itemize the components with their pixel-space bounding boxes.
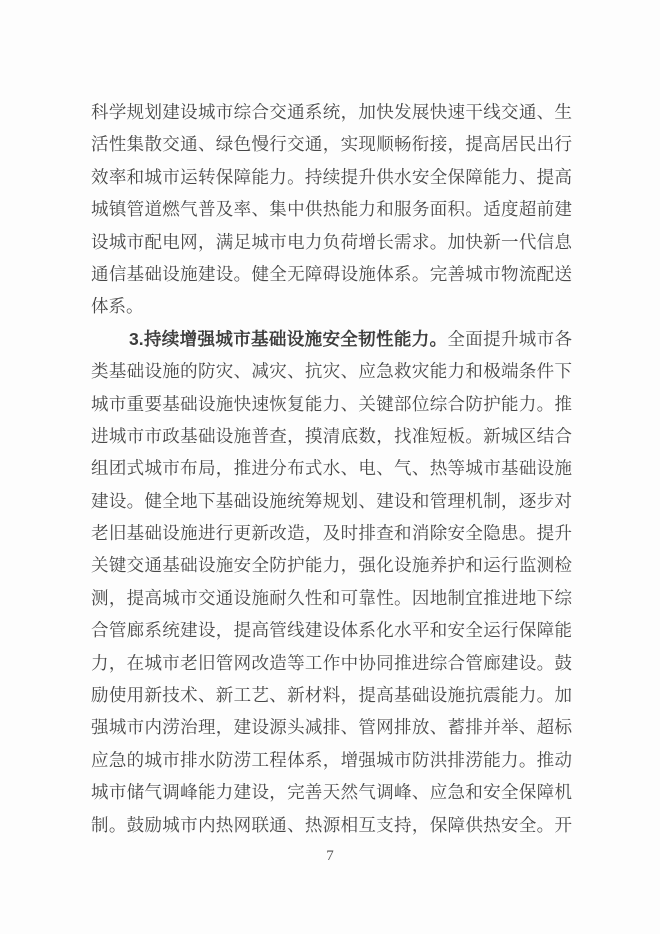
page-number: 7 <box>326 848 334 864</box>
text-line: 应急的城市排水防涝工程体系，增强城市防洪排涝能力。推动 <box>91 749 572 770</box>
text-line: 建设。健全地下基础设施统筹规划、建设和管理机制，逐步对 <box>91 490 572 511</box>
text-line: 组团式城市布局，推进分布式水、电、气、热等城市基础设施 <box>91 458 572 479</box>
text-line: 老旧基础设施进行更新改造，及时排查和消除安全隐患。提升 <box>91 523 572 544</box>
text-line: 合管廊系统建设，提高管线建设体系化水平和安全运行保障能 <box>91 620 572 641</box>
text-line: 类基础设施的防灾、减灾、抗灾、应急救灾能力和极端条件下 <box>91 361 572 382</box>
text-line: 城市储气调峰能力建设，完善天然气调峰、应急和安全保障机 <box>91 782 572 803</box>
paragraph-3-heading-rest: 全面提升城市各 <box>447 328 573 349</box>
text-line: 关键交通基础设施安全防护能力，强化设施养护和运行监测检 <box>91 555 572 576</box>
text-line: 体系。 <box>91 296 144 317</box>
text-line: 励使用新技术、新工艺、新材料，提高基础设施抗震能力。加 <box>91 685 572 706</box>
text-line: 进城市市政基础设施普查，摸清底数，找准短板。新城区结合 <box>91 425 572 446</box>
text-line: 通信基础设施建设。健全无障碍设施体系。完善城市物流配送 <box>91 263 572 284</box>
text-line: 设城市配电网，满足城市电力负荷增长需求。加快新一代信息 <box>91 231 572 252</box>
text-line: 城镇管道燃气普及率、集中供热能力和服务面积。适度超前建 <box>91 199 572 220</box>
text-block <box>91 96 572 841</box>
text-line: 测，提高城市交通设施耐久性和可靠性。因地制宜推进地下综 <box>91 587 572 608</box>
text-line: 强城市内涝治理，建设源头减排、管网排放、蓄排并举、超标 <box>91 717 572 738</box>
text-line: 效率和城市运转保障能力。持续提升供水安全保障能力、提高 <box>91 166 572 187</box>
paragraph-3-first-line <box>91 323 572 355</box>
paragraph-3-heading: 3.持续增强城市基础设施安全韧性能力。 <box>129 328 448 349</box>
text-line: 活性集散交通、绿色慢行交通，实现顺畅衔接，提高居民出行 <box>91 134 572 155</box>
text-line: 城市重要基础设施快速恢复能力、关键部位综合防护能力。推 <box>91 393 572 414</box>
text-line: 科学规划建设城市综合交通系统，加快发展快速干线交通、生 <box>91 102 572 122</box>
text-line: 制。鼓励城市内热网联通、热源相互支持，保障供热安全。开 <box>91 814 572 835</box>
text-line: 力，在城市老旧管网改造等工作中协同推进综合管廊建设。鼓 <box>91 652 572 673</box>
